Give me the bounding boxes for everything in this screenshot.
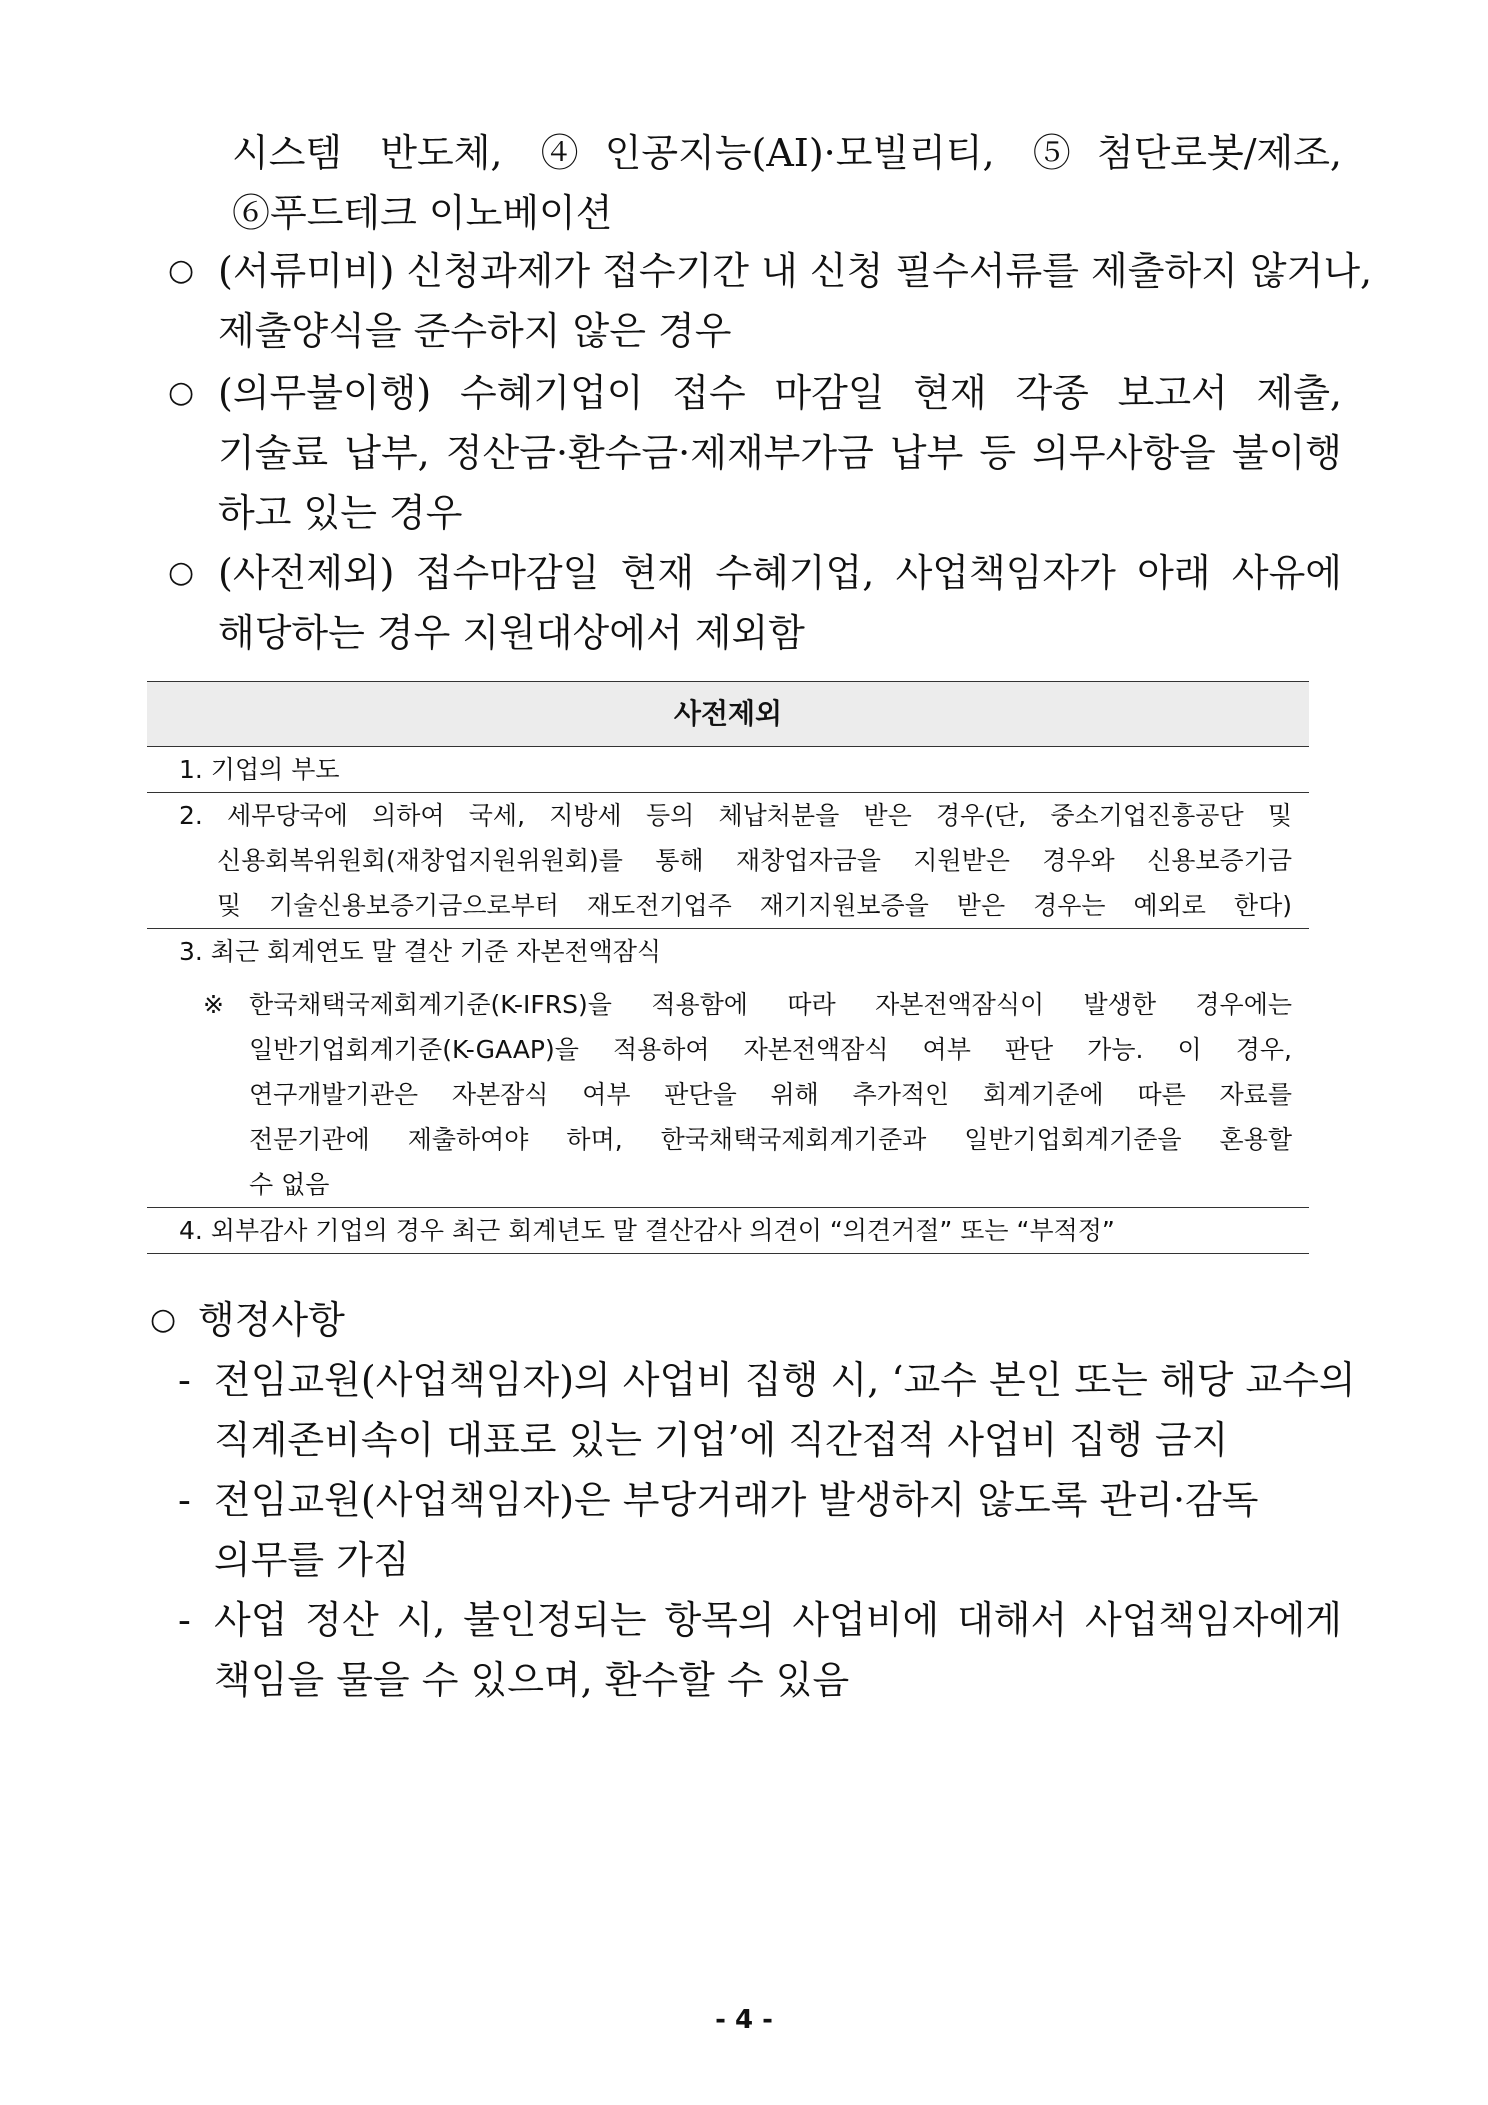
admin-item-line: 전임교원(사업책임자)은 부당거래가 발생하지 않도록 관리·감독 — [214, 1478, 1259, 1522]
bullet-marker: ○ — [150, 1302, 177, 1337]
bullet-text-line: 제출양식을 준수하지 않은 경우 — [218, 309, 732, 353]
note-text: 한국채택국제회계기준(K-IFRS)을 적용함에 따라 자본전액잠식이 발생한 경우에는 — [249, 990, 1292, 1019]
dash-marker: - — [178, 1598, 191, 1642]
admin-item-line: 전임교원(사업책임자)의 사업비 집행 시, ‘교수 본인 또는 해당 교수의 — [214, 1358, 1356, 1402]
admin-item-line: 사업 정산 시, 불인정되는 항목의 사업비에 대해서 사업책임자에게 — [214, 1598, 1342, 1642]
note-text: 전문기관에 제출하여야 하며, 한국채택국제회계기준과 일반기업회계기준을 혼용할 — [249, 1125, 1292, 1154]
table-row — [147, 747, 1309, 793]
table-row-text: 2. 세무당국에 의하여 국세, 지방세 등의 체납처분을 받은 경우(단, 중소기업진흥공단 및 — [179, 801, 1292, 830]
table-row — [147, 1208, 1309, 1254]
section-title: 행정사항 — [198, 1298, 345, 1342]
table-header: 사전제외 — [147, 681, 1309, 747]
table-row-text: 및 기술신용보증기금으로부터 재도전기업주 재기지원보증을 받은 경우는 예외로 한다) — [217, 891, 1292, 920]
bullet-text-line: (사전제외) 접수마감일 현재 수혜기업, 사업책임자가 아래 사유에 — [218, 551, 1342, 595]
bullet-text-line: (서류미비) 신청과제가 접수기간 내 신청 필수서류를 제출하지 않거나, — [218, 249, 1373, 293]
bullet-text-line: (의무불이행) 수혜기업이 접수 마감일 현재 각종 보고서 제출, — [218, 371, 1342, 415]
bullet-marker: ○ — [168, 253, 195, 288]
page-number: - 4 - — [715, 2005, 773, 2035]
dash-marker: - — [178, 1478, 191, 1522]
admin-item-line: 직계존비속이 대표로 있는 기업’에 직간접적 사업비 집행 금지 — [214, 1418, 1229, 1462]
note-text: 수 없음 — [249, 1170, 330, 1199]
admin-item-line: 책임을 물을 수 있으며, 환수할 수 있음 — [214, 1658, 850, 1702]
table-row-text: 3. 최근 회계연도 말 결산 기준 자본전액잠식 — [179, 937, 662, 966]
table-row — [147, 929, 1309, 1208]
bullet-text-line: 해당하는 경우 지원대상에서 제외함 — [218, 611, 805, 655]
bullet-text-line: 하고 있는 경우 — [218, 491, 463, 535]
table-row — [147, 793, 1309, 929]
note-text: 일반기업회계기준(K-GAAP)을 적용하여 자본전액잠식 여부 판단 가능. 이 경우, — [249, 1035, 1292, 1064]
note-marker: ※ — [203, 990, 224, 1019]
note-text: 연구개발기관은 자본잠식 여부 판단을 위해 추가적인 회계기준에 따른 자료를 — [249, 1080, 1292, 1109]
bullet-text-line: 기술료 납부, 정산금·환수금·제재부가금 납부 등 의무사항을 불이행 — [218, 431, 1342, 475]
exclusion-table — [147, 681, 1309, 1254]
table-row-text: 4. 외부감사 기업의 경우 최근 회계년도 말 결산감사 의견이 “의견거절” 또는 “부적정” — [179, 1216, 1115, 1245]
dash-marker: - — [178, 1358, 191, 1402]
bullet-marker: ○ — [168, 555, 195, 590]
continued-text-line: ⑥푸드테크 이노베이션 — [232, 191, 613, 235]
bullet-marker: ○ — [168, 375, 195, 410]
continued-text-line: 시스템 반도체, ④인공지능(AI)·모빌리티, ⑤첨단로봇/제조, — [232, 131, 1342, 175]
table-row-text: 신용회복위원회(재창업지원위원회)를 통해 재창업자금을 지원받은 경우와 신용보증기금 — [217, 846, 1292, 875]
table-row-text: 1. 기업의 부도 — [179, 755, 340, 784]
admin-item-line: 의무를 가짐 — [214, 1538, 410, 1582]
